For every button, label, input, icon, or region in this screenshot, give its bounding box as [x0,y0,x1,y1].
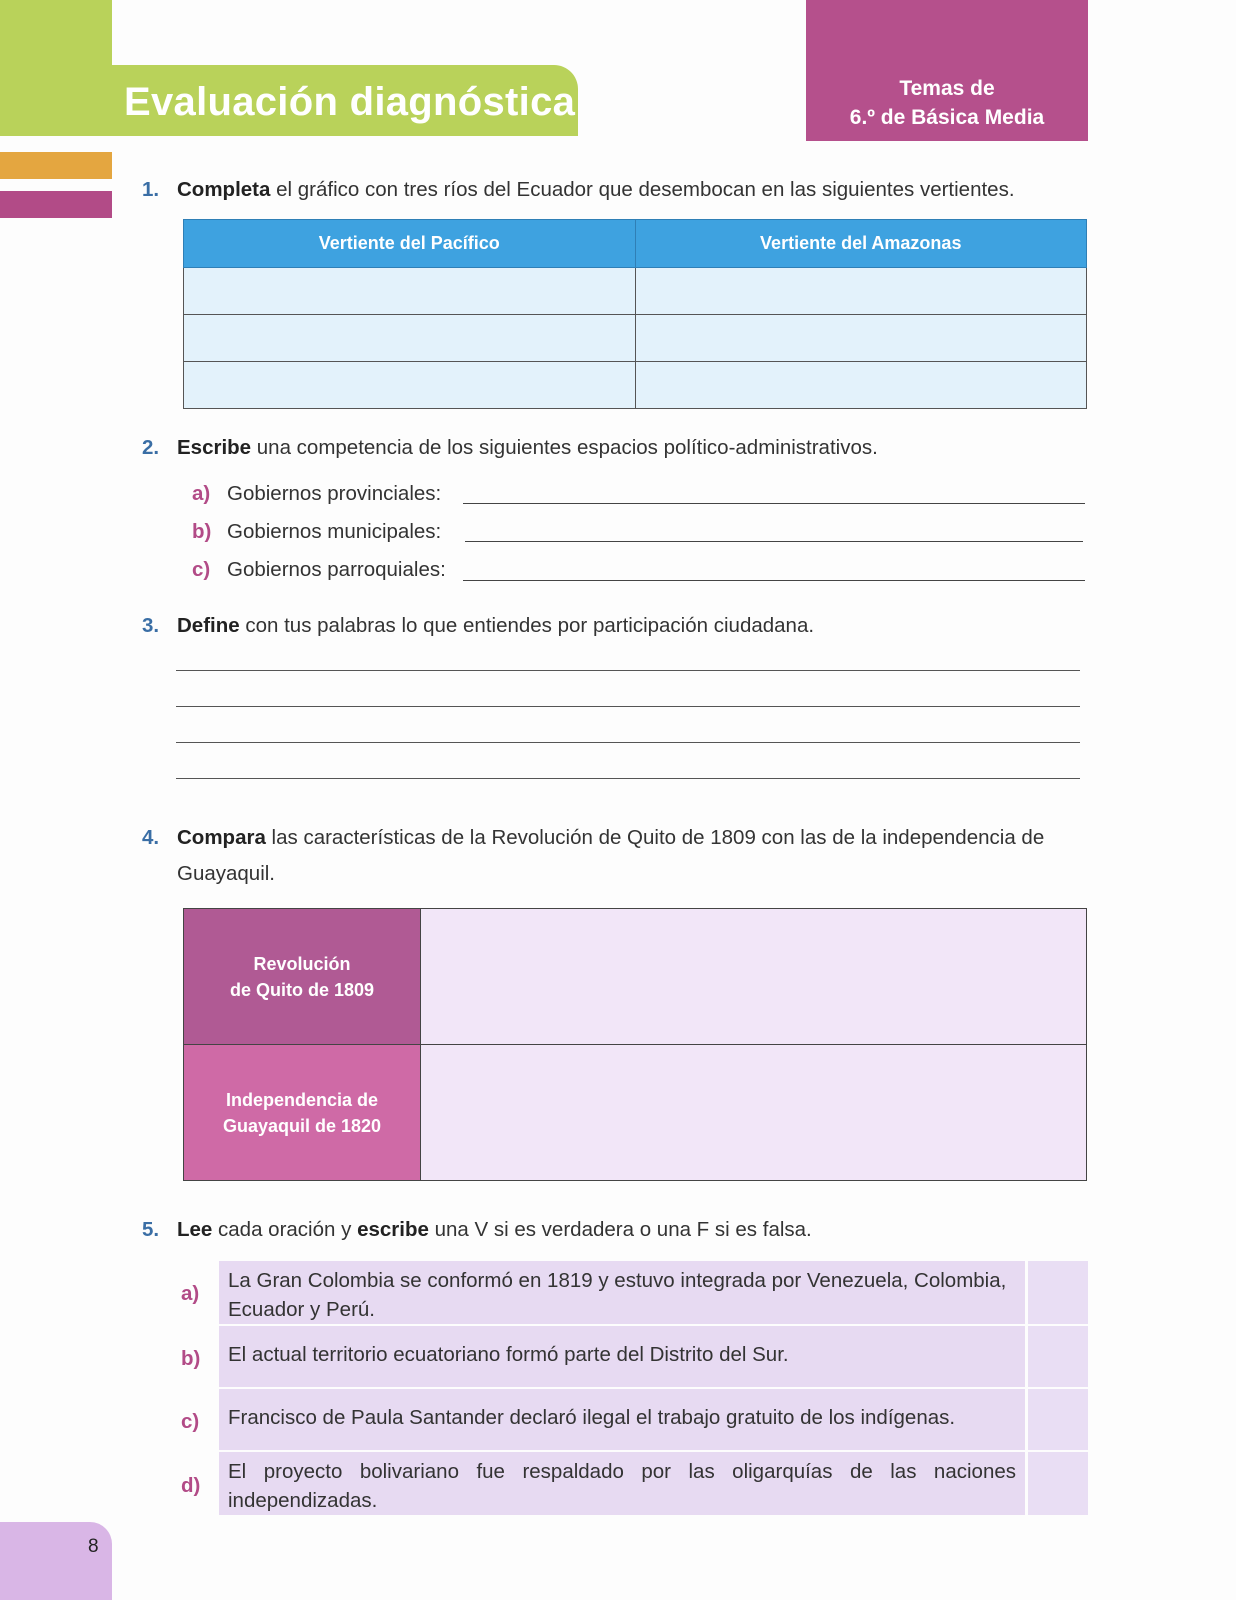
question-text: las características de la Revolución de Quito de 1809 con las de la independencia de [265,826,1045,849]
question-4 [142,826,1044,850]
topic-label [806,74,1088,132]
writing-line[interactable] [176,778,1080,779]
answer-line[interactable] [465,541,1083,542]
answer-box[interactable] [1028,1452,1088,1515]
statement-line: El proyecto bolivariano fue respaldado por las oligarquías de las naciones [228,1460,1016,1483]
question-number: 4. [142,826,160,849]
pink-stripe [0,191,112,218]
question-text: con tus palabras lo que entiendes por participación ciudadana. [239,614,815,637]
statement-row [219,1452,1025,1515]
answer-cell[interactable] [635,268,1087,315]
question-verb: Completa [177,178,271,201]
item-letter: b) [181,1347,201,1370]
question-verb: Compara [177,826,266,849]
statement-text [219,1261,1025,1329]
list-item [192,520,441,544]
topic-line-2: 6.º de Básica Media [849,106,1045,129]
row-header-guayaquil [184,1045,421,1181]
question-4-continuation: Guayaquil. [177,862,276,885]
item-letter: c) [192,558,211,581]
item-letter: b) [192,520,212,543]
question-2 [142,436,878,460]
page-title: Evaluación diagnóstica [124,80,576,124]
row-header-line: Guayaquil de 1820 [222,1115,382,1136]
question-verb: Escribe [177,436,252,459]
item-label: Gobiernos provinciales: [227,482,442,505]
question-text: una V si es verdadera o una F si es falsa. [428,1218,812,1241]
page-number: 8 [88,1536,99,1557]
question-number: 5. [142,1218,160,1241]
statement-line: independizadas. [228,1489,378,1512]
answer-box[interactable] [1028,1326,1088,1387]
question-5 [142,1218,812,1242]
answer-cell[interactable] [184,268,636,315]
list-item [192,558,446,582]
question-1 [142,178,1015,202]
rivers-table [183,219,1087,409]
statement-text: Francisco de Paula Santander declaró ilegal el trabajo gratuito de los indígenas. [228,1406,956,1429]
statement-row [219,1261,1025,1324]
statement-line: La Gran Colombia se conformó en 1819 y estuvo integrada por Venezuela, Colombia, [228,1269,1007,1292]
statement-text: El actual territorio ecuatoriano formó parte del Distrito del Sur. [228,1343,789,1366]
item-letter: a) [181,1282,200,1305]
answer-line[interactable] [463,503,1085,504]
answer-box[interactable] [1028,1261,1088,1324]
item-label: Gobiernos parroquiales: [227,558,446,581]
statement-row [219,1326,1025,1387]
answer-cell[interactable] [421,1045,1087,1181]
answer-cell[interactable] [635,362,1087,409]
item-label: Gobiernos municipales: [227,520,442,543]
statement-line: Ecuador y Perú. [228,1298,375,1321]
answer-line[interactable] [463,580,1085,581]
column-header-pacific: Vertiente del Pacífico [184,220,636,268]
answer-cell[interactable] [184,362,636,409]
question-text: el gráfico con tres ríos del Ecuador que desembocan en las siguientes vertientes. [270,178,1015,201]
question-number: 1. [142,178,160,201]
row-header-line: de Quito de 1809 [229,979,375,1000]
question-verb: escribe [357,1218,429,1241]
writing-line[interactable] [176,742,1080,743]
answer-cell[interactable] [421,909,1087,1045]
list-item [192,482,441,506]
statement-row [219,1389,1025,1450]
row-header-line: Independencia de [225,1089,379,1110]
orange-stripe [0,152,112,179]
row-header-line: Revolución [253,953,351,974]
question-number: 3. [142,614,160,637]
question-text: cada oración y [212,1218,358,1241]
item-letter: a) [192,482,211,505]
writing-line[interactable] [176,706,1080,707]
question-text: una competencia de los siguientes espacios político-administrativos. [251,436,878,459]
page-number-tab [0,1522,112,1600]
answer-cell[interactable] [184,315,636,362]
question-number: 2. [142,436,160,459]
item-letter: c) [181,1410,200,1433]
column-header-amazon: Vertiente del Amazonas [635,220,1087,268]
writing-line[interactable] [176,670,1080,671]
answer-box[interactable] [1028,1389,1088,1450]
question-3 [142,614,814,638]
item-letter: d) [181,1474,201,1497]
question-verb: Lee [177,1218,213,1241]
header-green-block [0,0,112,136]
statement-text [219,1452,1025,1520]
comparison-table [183,908,1087,1181]
topic-line-1: Temas de [899,77,995,100]
question-verb: Define [177,614,240,637]
answer-cell[interactable] [635,315,1087,362]
row-header-quito [184,909,421,1045]
